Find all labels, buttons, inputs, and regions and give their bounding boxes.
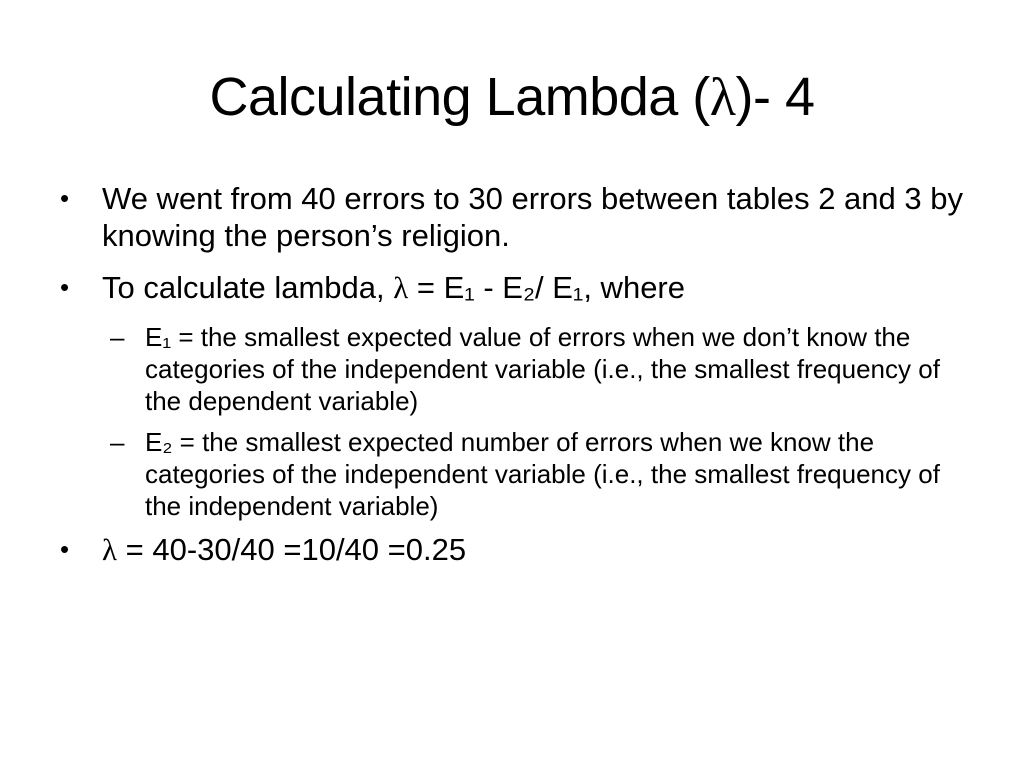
sub-bullet-e2 (68, 426, 978, 522)
sub-bullet-text: E₂ = the smallest expected number of errors when we know the categories of the independent variable (i.e., the smallest frequency of the independent variable) (145, 427, 940, 521)
bullet-item-formula (58, 269, 978, 306)
sub-bullet-e1 (68, 321, 978, 417)
lambda-symbol: λ (102, 532, 118, 567)
lambda-symbol: λ (709, 67, 736, 127)
bullet-item-result (58, 531, 978, 568)
bullet-text: = 40-30/40 =10/40 =0.25 (117, 532, 467, 567)
bullet-marker: • (60, 272, 70, 302)
sub-bullet-marker: – (110, 427, 125, 457)
bullet-marker: • (60, 183, 70, 213)
bullet-text-end: = E₁ - E₂/ E₁, where (408, 270, 685, 305)
bullet-text: We went from 40 errors to 30 errors between tables 2 and 3 by knowing the person’s religion. (102, 181, 963, 253)
bullet-marker: • (60, 534, 70, 564)
title-text-end: )- 4 (735, 67, 815, 127)
sub-bullet-list (68, 321, 978, 522)
slide-title (0, 62, 1024, 132)
bullet-item-errors (58, 180, 978, 254)
sub-bullet-marker: – (110, 322, 125, 352)
slide-body (58, 180, 978, 583)
bullet-text-start: To calculate lambda, (102, 270, 394, 305)
lambda-symbol: λ (393, 270, 409, 305)
title-text-start: Calculating Lambda ( (209, 67, 710, 127)
sub-bullet-text: E₁ = the smallest expected value of errors when we don’t know the categories of the independent variable (i.e., the smallest frequency of the dependent variable) (145, 322, 940, 416)
